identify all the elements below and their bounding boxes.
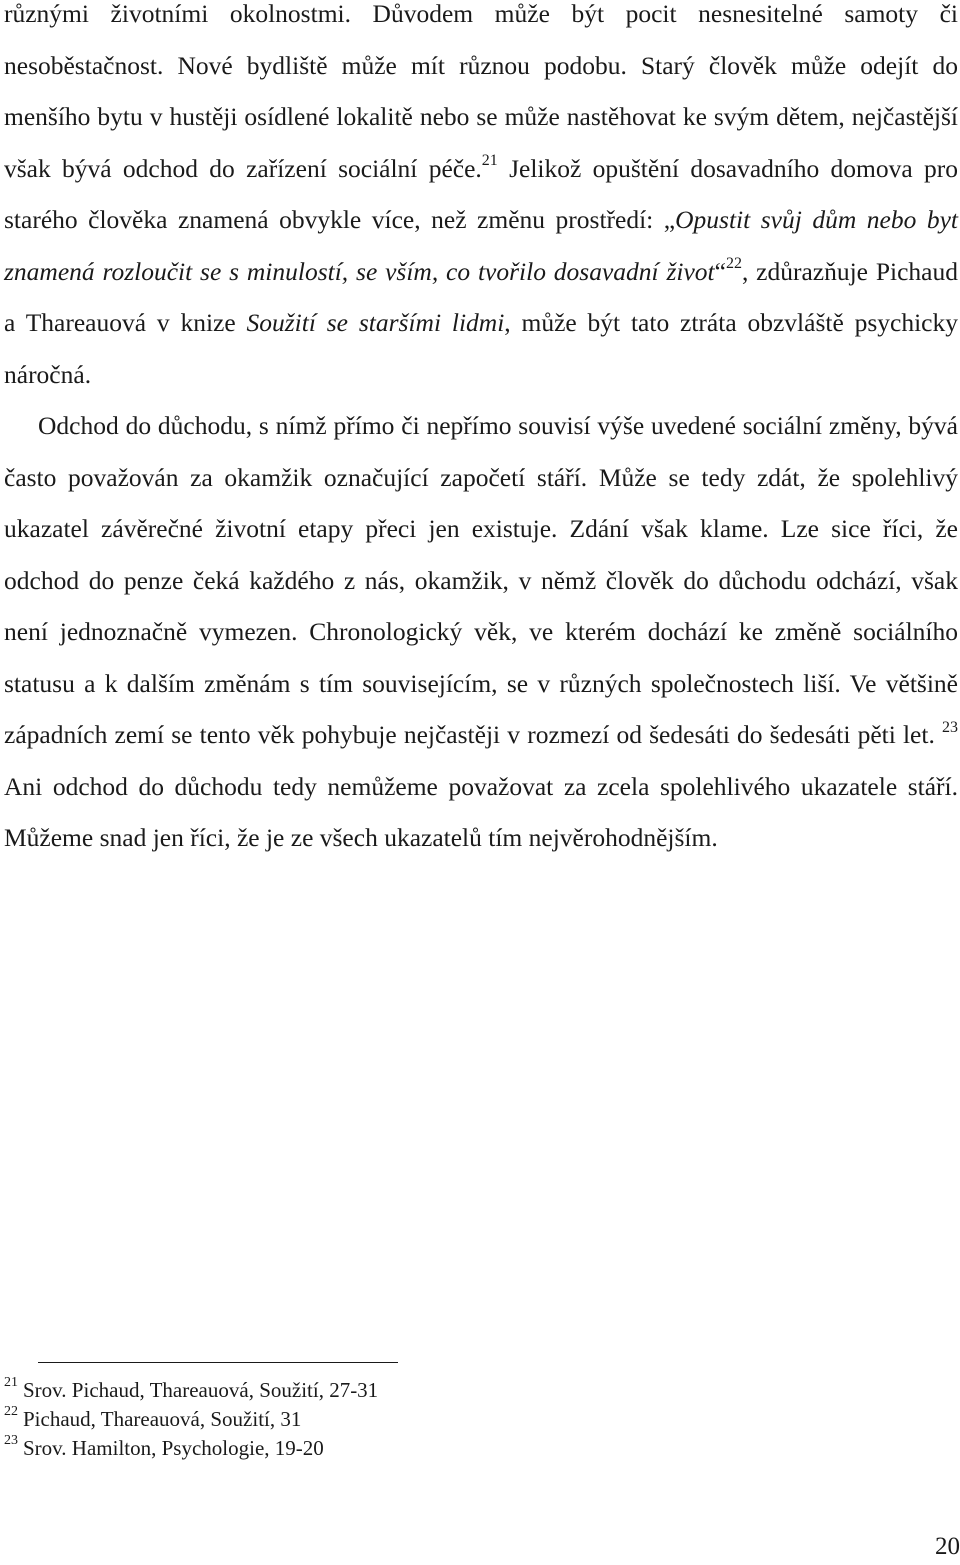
book-title: Soužití se staršími lidmi bbox=[246, 308, 505, 337]
body-text bbox=[4, 0, 958, 864]
footnote-number: 23 bbox=[4, 1433, 18, 1448]
quote-text: Opustit svůj dům nebo byt znamená rozloučit se s minulostí, se vším, co tvořilo dosavadní život bbox=[4, 205, 958, 286]
footnote-item bbox=[4, 1434, 904, 1463]
footnote-number: 22 bbox=[4, 1404, 18, 1419]
footnote-text: Srov. Pichaud, Thareauová, Soužití, 27-31 bbox=[23, 1378, 379, 1402]
footnote-ref-23: 23 bbox=[942, 718, 958, 736]
footnote-number: 21 bbox=[4, 1375, 18, 1390]
footnote-text: Srov. Hamilton, Psychologie, 19-20 bbox=[23, 1436, 324, 1460]
paragraph-1 bbox=[4, 0, 958, 400]
paragraph-2-text: Ani odchod do důchodu tedy nemůžeme považovat za zcela spolehlivého ukazatele stáří. Můžeme snad jen říci, že je ze všech ukazatelů tím nejvěrohodnějším. bbox=[4, 771, 958, 852]
footnote-text: Pichaud, Thareauová, Soužití, 31 bbox=[23, 1407, 302, 1431]
paragraph-1-text: Jelikož opuštění dosavadního domova pro starého člověka znamená obvykle více, než změnu prostředí: „ bbox=[4, 153, 958, 234]
paragraph-1-text: různými životními okolnostmi. Důvodem může být pocit nesnesitelné samoty či nesoběstačnost. Nové bydliště může mít různou podobu. Starý člověk může odejít do menšího bytu v hustěji osídlené lokalitě nebo se může nastěhovat ke svým dětem, nejčastější však bývá odchod do zařízení sociální péče. bbox=[4, 0, 958, 183]
paragraph-2 bbox=[4, 400, 958, 864]
footnotes bbox=[4, 1376, 904, 1463]
footnote-ref-21: 21 bbox=[481, 152, 498, 169]
footnote-item bbox=[4, 1376, 904, 1405]
footnote-item bbox=[4, 1405, 904, 1434]
quote-close: “ bbox=[714, 256, 726, 286]
footnote-ref-22: 22 bbox=[725, 255, 742, 272]
footnote-separator bbox=[38, 1362, 398, 1363]
paragraph-2-text: Odchod do důchodu, s nímž přímo či nepřímo souvisí výše uvedené sociální změny, bývá často považován za okamžik označující započetí stáří. Může se tedy zdát, že spolehlivý ukazatel závěrečné životní etapy přeci jen existuje. Zdání však klame. Lze sice říci, že odchod do penze čeká každého z nás, okamžik, v němž člověk do důchodu odchází, však není jednoznačně vymezen. Chronologický věk, ve kterém dochází ke změně sociálního statusu a k dalším změnám s tím souvisejícím, se v různých společnostech liší. Ve většině západních zemí se tento věk pohybuje nejčastěji v rozmezí od šedesáti do šedesáti pěti let. bbox=[4, 411, 958, 749]
paragraph-1-text: , může být tato ztráta obzvláště psychicky náročná. bbox=[4, 308, 958, 389]
page-number: 20 bbox=[935, 1533, 960, 1560]
paragraph-1-text: , zdůrazňuje Pichaud a Thareauová v knize bbox=[4, 256, 958, 337]
